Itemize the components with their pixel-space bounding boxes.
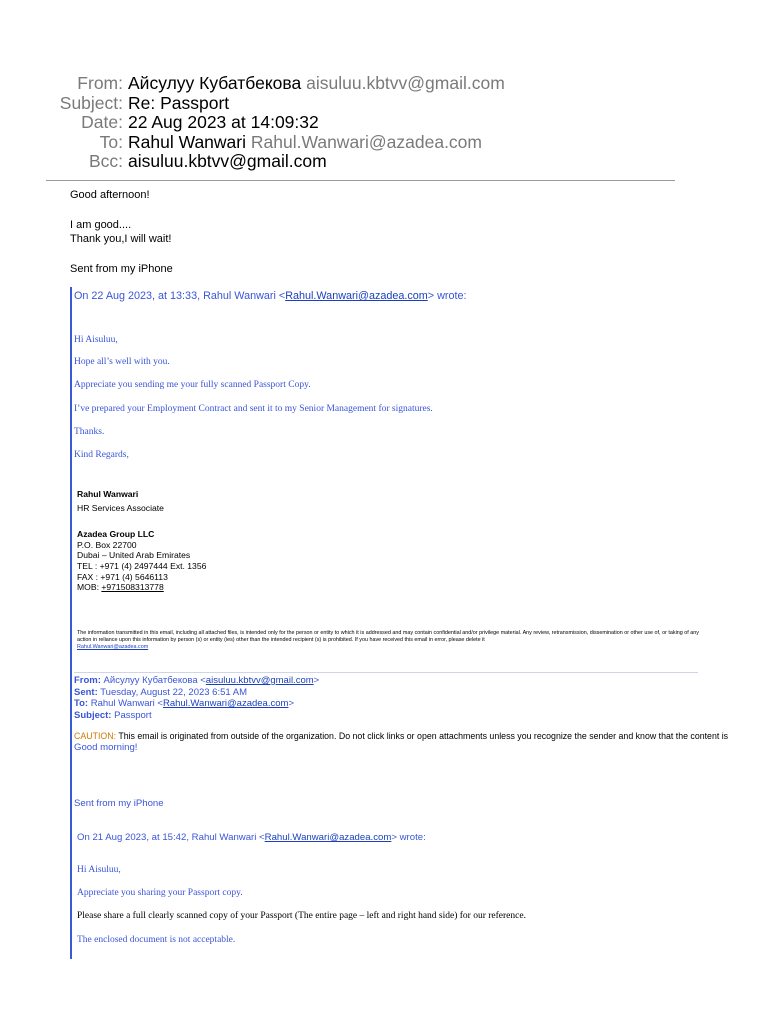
fwd-to-row <box>74 698 319 710</box>
disclaimer-email-link[interactable]: Rahul.Wanwari@azadea.com <box>77 644 149 650</box>
fwd-to-email-link[interactable]: Rahul.Wanwari@azadea.com <box>162 698 289 709</box>
quoted2-para-1: Hi Aisuluu, <box>77 865 121 875</box>
quoted-para-2: Hope all’s well with you. <box>74 357 170 367</box>
signature-name: Rahul Wanwari <box>77 489 139 499</box>
quoted-para-3: Appreciate you sending me your fully scanned Passport Copy. <box>74 380 311 390</box>
quoted-intro-email-link[interactable]: Rahul.Wanwari@azadea.com <box>285 290 428 302</box>
date-row <box>0 113 768 133</box>
quoted-intro-2 <box>77 832 426 843</box>
disclaimer <box>77 630 699 651</box>
reply-line-2: Thank you,I will wait! <box>70 233 172 245</box>
fwd-good-morning: Good morning! <box>74 742 138 753</box>
quoted2-intro-wrote: > wrote: <box>391 832 426 843</box>
bcc-label: Bcc: <box>88 151 123 171</box>
to-value <box>128 133 482 153</box>
fwd-to-name: Rahul Wanwari < <box>88 698 163 709</box>
bcc-row <box>0 152 768 172</box>
header-divider <box>46 180 675 181</box>
signature-tel: TEL : +971 (4) 2497444 Ext. 1356 <box>77 560 207 571</box>
fwd-to-label: To: <box>74 698 89 709</box>
from-row <box>0 74 768 94</box>
fwd-sent-value: Tuesday, August 22, 2023 6:51 AM <box>97 686 248 698</box>
reply-signoff: Sent from my iPhone <box>70 263 173 275</box>
quoted-intro-1 <box>74 290 467 302</box>
to-label: To: <box>99 131 123 152</box>
reply-line-1: I am good.... <box>70 219 132 231</box>
quoted2-intro-text: On 21 Aug 2023, at 15:42, Rahul Wanwari < <box>77 832 265 843</box>
quoted-para-4: I’ve prepared your Employment Contract and sent it to my Senior Management for signatures. <box>74 404 433 414</box>
signature-mob <box>77 582 206 593</box>
signature-po-box: P.O. Box 22700 <box>77 539 137 550</box>
quoted2-intro-email-link[interactable]: Rahul.Wanwari@azadea.com <box>264 832 392 843</box>
caution-text: This email is originated from outside of the organization. Do not click links or open attachments unless you recognize the sender and know that the content is <box>116 731 729 741</box>
signature-city: Dubai – United Arab Emirates <box>77 550 191 561</box>
fwd-from-end: > <box>313 675 320 686</box>
subject-value: Re: Passport <box>128 92 230 113</box>
quoted2-para-2: Appreciate you sharing your Passport copy. <box>77 888 243 898</box>
from-email[interactable]: aisuluu.kbtvv@gmail.com <box>306 73 505 93</box>
caution-notice <box>74 731 728 742</box>
fwd-from-label: From: <box>74 675 101 686</box>
disclaimer-text: The information transmitted in this email, including all attached files, is intended only for the person or entity to which it is addressed and may contain confidential and/or privilege material. Any review, retransmission, dissemination or other use of, or taking of any action in reliance upon this information by person (s) or entity (ies) other than the intended recipient (s) is prohibited. If you have received this email in error, please delete it <box>77 630 699 643</box>
quote-bar <box>70 287 72 959</box>
mail-header <box>0 74 768 172</box>
subject-label: Subject: <box>59 92 123 113</box>
fwd-sent-row <box>74 687 319 699</box>
fwd-from-email-link[interactable]: aisuluu.kbtvv@gmail.com <box>205 675 314 686</box>
quoted-para-5: Thanks. <box>74 427 105 437</box>
signature-mob-label: MOB: <box>77 582 102 593</box>
fwd-subject-value: Passport <box>111 709 152 721</box>
from-value <box>128 74 505 94</box>
signature-title: HR Services Associate <box>77 502 164 513</box>
fwd-subject-row <box>74 710 319 722</box>
signature-block <box>77 489 206 593</box>
signature-mob-link[interactable]: +971508313778 <box>101 582 164 593</box>
reply-greeting: Good afternoon! <box>70 189 150 201</box>
fwd-subject-label: Subject: <box>74 709 112 721</box>
fwd-from-row <box>74 675 319 687</box>
quoted-para-6: Kind Regards, <box>74 450 129 460</box>
caution-label: CAUTION: <box>74 731 117 741</box>
date-label: Date: <box>81 112 123 132</box>
from-name: Айсулуу Кубатбекова <box>128 73 302 93</box>
fwd-signoff: Sent from my iPhone <box>74 798 164 809</box>
bcc-value[interactable]: aisuluu.kbtvv@gmail.com <box>128 151 327 171</box>
signature-company: Azadea Group LLC <box>77 529 155 540</box>
from-label: From: <box>77 73 123 93</box>
forward-divider <box>74 672 698 673</box>
signature-fax: FAX : +971 (4) 5646113 <box>77 571 168 582</box>
forwarded-header <box>74 675 319 721</box>
to-row <box>0 133 768 153</box>
quoted-intro-wrote: > wrote: <box>427 290 467 302</box>
quoted2-para-4: The enclosed document is not acceptable. <box>77 935 236 945</box>
to-name: Rahul Wanwari <box>128 131 247 152</box>
quoted-intro-text: On 22 Aug 2023, at 13:33, Rahul Wanwari < <box>74 290 286 302</box>
to-email[interactable]: Rahul.Wanwari@azadea.com <box>250 131 482 152</box>
quoted-para-1: Hi Aisuluu, <box>74 335 118 345</box>
fwd-sent-label: Sent: <box>74 686 98 698</box>
fwd-to-end: > <box>288 698 294 709</box>
quoted2-para-3: Please share a full clearly scanned copy of your Passport (The entire page – left and right hand side) for our reference. <box>77 911 526 921</box>
subject-row <box>0 94 768 114</box>
fwd-from-name: Айсулуу Кубатбекова < <box>100 675 206 686</box>
date-value: 22 Aug 2023 at 14:09:32 <box>128 112 319 132</box>
